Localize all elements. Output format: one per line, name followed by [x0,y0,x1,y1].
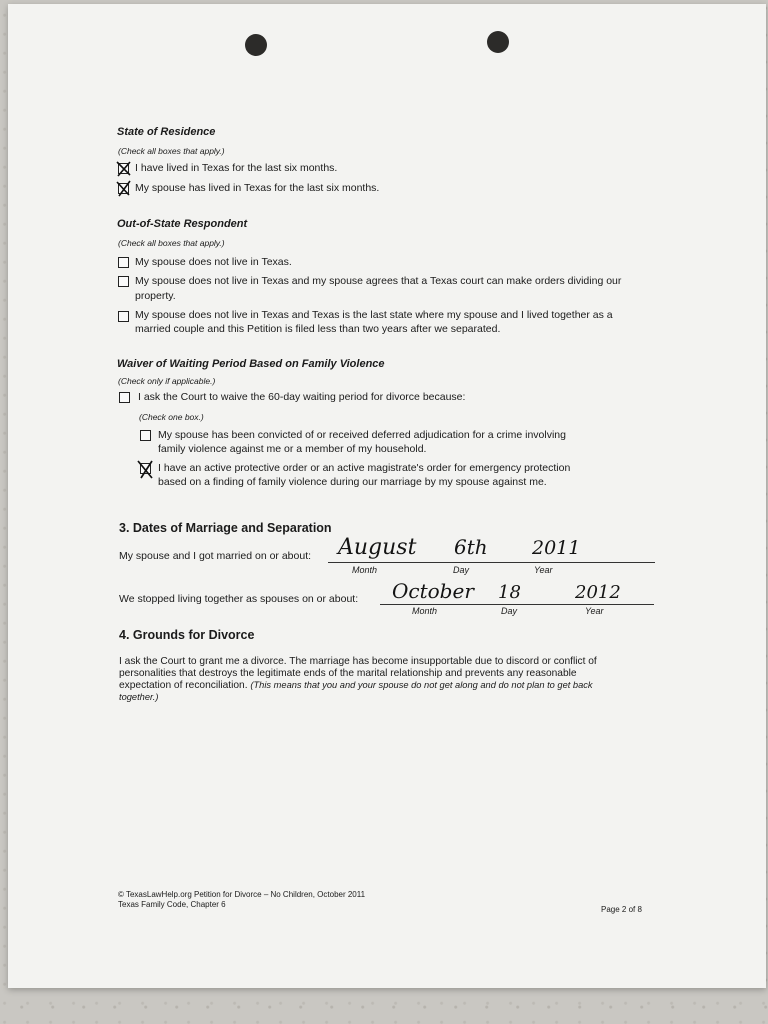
married-month-handwritten: August [338,535,417,560]
checkmark-x-icon [115,160,133,178]
out-of-state-item-2-line-1: My spouse does not live in Texas and my spouse agrees that a Texas court can make orders dividing our [135,275,622,287]
out-of-state-item-3-line-2: married couple and this Petition is filed less than two years after we separated. [135,323,501,335]
stopped-year-handwritten: 2012 [575,582,621,603]
grounds-line-3 [119,679,593,692]
waiver-option-2-line-1: I have an active protective order or an active magistrate's order for emergency protection [158,462,571,474]
out-of-state-item-3-line-1: My spouse does not live in Texas and Texas is the last state where my spouse and I lived together as a [135,309,613,321]
waiver-ask: I ask the Court to waive the 60-day waiting period for divorce because: [138,391,466,403]
checkbox-spouse-not-in-texas[interactable] [118,257,129,268]
stopped-day-label: Day [501,606,518,616]
grounds-line-2: personalities that destroys the legitimate ends of the marital relationship and prevents any reasonable [119,668,577,679]
checkbox-spouse-lived-in-texas[interactable] [118,183,129,194]
married-month-label: Month [352,565,378,575]
waiver-heading: Waiver of Waiting Period Based on Family Violence [117,358,385,370]
residence-item-1: I have lived in Texas for the last six months. [135,162,338,174]
footer-code: Texas Family Code, Chapter 6 [118,900,226,909]
checkmark-x-icon [115,180,133,198]
grounds-heading: 4. Grounds for Divorce [119,628,255,642]
out-of-state-note: (Check all boxes that apply.) [118,238,225,248]
state-of-residence-note: (Check all boxes that apply.) [118,146,225,156]
stopped-month-handwritten: October [392,579,474,603]
stopped-day-handwritten: 18 [498,582,521,603]
checkbox-last-state[interactable] [118,311,129,322]
state-of-residence-heading: State of Residence [117,126,216,138]
stopped-year-label: Year [585,606,604,616]
grounds-line-4: together.) [119,692,159,702]
footer-copyright: © TexasLawHelp.org Petition for Divorce – No Children, October 2011 [118,890,366,899]
married-date-line [328,562,655,563]
stopped-month-label: Month [412,606,438,616]
checkbox-convicted[interactable] [140,430,151,441]
out-of-state-item-2-line-2: property. [135,290,176,302]
checkbox-protective-order[interactable] [140,463,151,474]
checkbox-spouse-agrees[interactable] [118,276,129,287]
married-year-handwritten: 2011 [532,537,581,559]
married-day-label: Day [453,565,470,575]
waiver-option-1-line-2: family violence against me or a member of my household. [158,443,427,455]
waiver-option-1-line-1: My spouse has been convicted of or received deferred adjudication for a crime involving [158,429,566,441]
waiver-option-2-line-2: based on a finding of family violence during our marriage by my spouse against me. [158,476,547,488]
checkbox-lived-in-texas[interactable] [118,163,129,174]
punch-hole-right [487,31,509,53]
dates-heading: 3. Dates of Marriage and Separation [119,521,332,535]
punch-hole-left [245,34,267,56]
married-year-label: Year [534,565,553,575]
waiver-note: (Check only if applicable.) [118,376,216,386]
footer-page-number: Page 2 of 8 [601,905,642,914]
checkmark-x-icon [137,460,157,482]
waiver-note-2: (Check one box.) [139,412,204,422]
out-of-state-heading: Out-of-State Respondent [117,218,248,230]
document-page [8,4,766,988]
stopped-label: We stopped living together as spouses on or about: [119,593,359,605]
married-label: My spouse and I got married on or about: [119,550,312,562]
stopped-date-line [380,604,654,605]
married-day-handwritten: 6th [454,535,488,559]
grounds-line-3-note: (This means that you and your spouse do not get along and do not plan to get back [250,680,593,690]
checkbox-waive-waiting-period[interactable] [119,392,130,403]
grounds-line-1: I ask the Court to grant me a divorce. The marriage has become insupportable due to discord or conflict of [119,656,597,667]
residence-item-2: My spouse has lived in Texas for the last six months. [135,182,380,194]
out-of-state-item-1: My spouse does not live in Texas. [135,256,292,268]
grounds-line-3-main: expectation of reconciliation. [119,680,248,691]
